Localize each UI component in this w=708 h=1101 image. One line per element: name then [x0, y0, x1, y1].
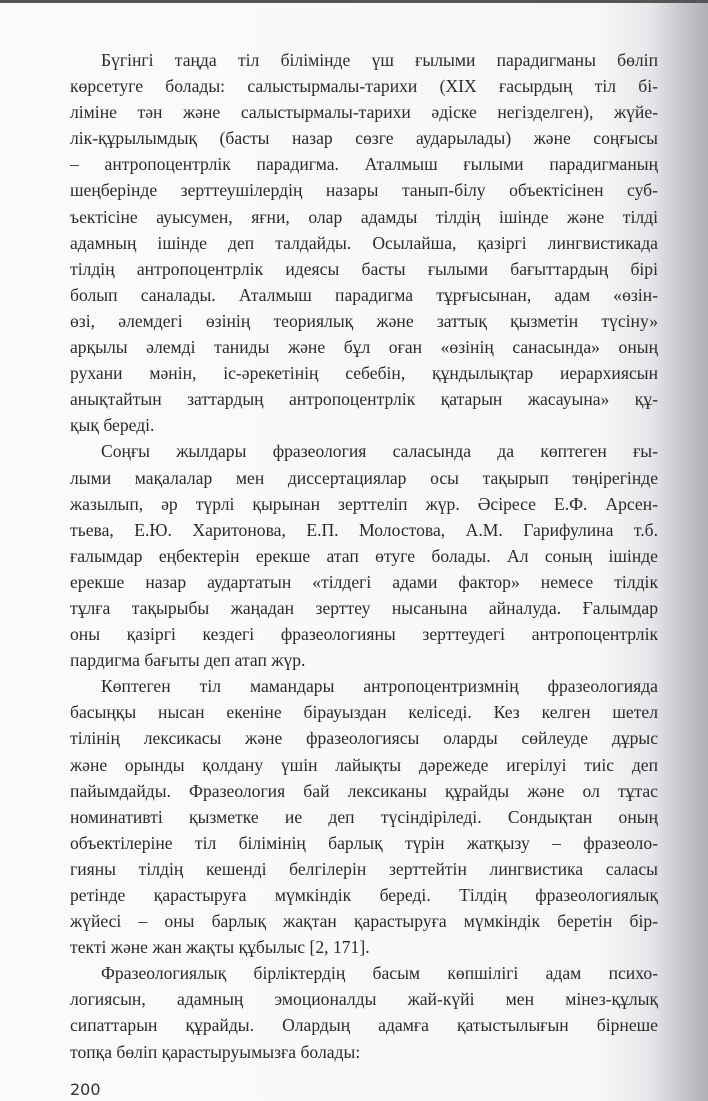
- text-line: болып саналады. Аталмыш парадигма тұрғысынан, адам «өзін-: [70, 284, 658, 305]
- text-line: анықтайтын заттардың антропоцентрлік қатарын жасауына» құ-: [70, 389, 658, 410]
- text-line: шеңберінде зерттеушілердің назары танып-білу объектісінен суб-: [70, 180, 658, 201]
- paragraph: [70, 438, 658, 673]
- text-line: логиясын, адамның эмоционалды жай-күйі мен мінез-құлық: [70, 989, 658, 1010]
- text-line: Көптеген тіл мамандары антропоцентризмнің фразеологияда: [101, 676, 658, 697]
- text-line: сипаттарын құрайды. Олардың адамға қатыстылығын бірнеше: [70, 1015, 658, 1036]
- text-line: өзі, әлемдегі өзінің теориялық және заттық қызметін түсіну»: [70, 310, 658, 331]
- paragraph: [70, 673, 658, 960]
- text-line: Соңғы жылдары фразеология саласында да көптеген ғы-: [101, 441, 658, 462]
- text-line: және орынды қолдану үшін лайықты дәрежеде игерілуі тиіс деп: [70, 754, 658, 775]
- text-line: текті және жан жақты құбылыс [2, 171].: [70, 937, 370, 958]
- text-line: лыми мақалалар мен диссертациялар осы тақырып төңірегінде: [70, 467, 658, 488]
- text-line: топқа бөліп қарастыруымызға болады:: [70, 1041, 361, 1062]
- text-line: ъектісіне ауысумен, яғни, олар адамды тілдің ішінде және тілді: [70, 206, 658, 227]
- text-line: көрсетуге болады: салыстырмалы-тарихи (XIX ғасырдың тіл бі-: [70, 76, 658, 97]
- text-line: гияны тілдің кешенді белгілерін зерттейтін лингвистика саласы: [70, 858, 658, 879]
- page-body-text: [70, 47, 658, 1065]
- text-line: тьева, Е.Ю. Харитонова, Е.П. Молостова, А.М. Гарифулина т.б.: [70, 519, 658, 540]
- text-line: номинативті қызметке ие деп түсіндіріледі. Сондықтан оның: [70, 806, 658, 827]
- text-line: ерекше назар аудартатын «тілдегі адами фактор» немесе тілдік: [70, 571, 658, 592]
- text-line: ліміне тән және салыстырмалы-тарихи әдіске негізделген), жүйе-: [70, 102, 658, 123]
- text-line: қық береді.: [70, 415, 155, 436]
- text-line: адамның ішінде деп талдайды. Осылайша, қазіргі лингвистикада: [70, 232, 658, 253]
- text-line: арқылы әлемді таниды және бұл оған «өзінің санасында» оның: [70, 337, 658, 358]
- text-line: лік-құрылымдық (басты назар сөзге аударылады) және соңғысы: [70, 128, 658, 149]
- text-line: оны қазіргі кездегі фразеологияны зерттеудегі антропоцентрлік: [70, 624, 658, 645]
- page-number: 200: [70, 1079, 101, 1099]
- paragraph: [70, 47, 658, 438]
- text-line: тұлға тақырыбы жаңадан зерттеу нысанына айналуда. Ғалымдар: [70, 597, 658, 618]
- text-line: тілдің антропоцентрлік идеясы басты ғылыми бағыттардың бірі: [70, 258, 658, 279]
- text-line: пардигма бағыты деп атап жүр.: [70, 650, 306, 671]
- text-line: тілінің лексикасы және фразеологиясы оларды сөйлеуде дұрыс: [70, 728, 658, 749]
- text-line: жүйесі – оны барлық жақтан қарастыруға мүмкіндік беретін бір-: [70, 911, 658, 932]
- text-line: ретінде қарастыруға мүмкіндік береді. Тілдің фразеологиялық: [70, 885, 658, 905]
- text-line: Бүгінгі таңда тіл білімінде үш ғылыми парадигманы бөліп: [101, 50, 658, 70]
- text-line: ғалымдар еңбектерін ерекше атап өтуге болады. Ал соның ішінде: [70, 545, 658, 566]
- text-line: жазылып, әр түрлі қырынан зерттеліп жүр. Әсіресе Е.Ф. Арсен-: [70, 493, 658, 514]
- text-line: басыңқы нысан екеніне бірауыздан келіседі. Кез келген шетел: [70, 702, 658, 723]
- paragraph: [70, 960, 658, 1064]
- text-line: пайымдайды. Фразеология бай лексиканы құрайды және ол тұтас: [70, 780, 658, 801]
- text-line: рухани мәнін, іс-әрекетінің себебін, құндылықтар иерархиясын: [70, 363, 658, 384]
- text-line: объектілеріне тіл білімінің барлық түрін жатқызу – фразеоло-: [70, 832, 658, 853]
- text-line: Фразеологиялық бірліктердің басым көпшілігі адам психо-: [101, 963, 658, 984]
- text-line: – антропоцентрлік парадигма. Аталмыш ғылыми парадигманың: [70, 154, 658, 175]
